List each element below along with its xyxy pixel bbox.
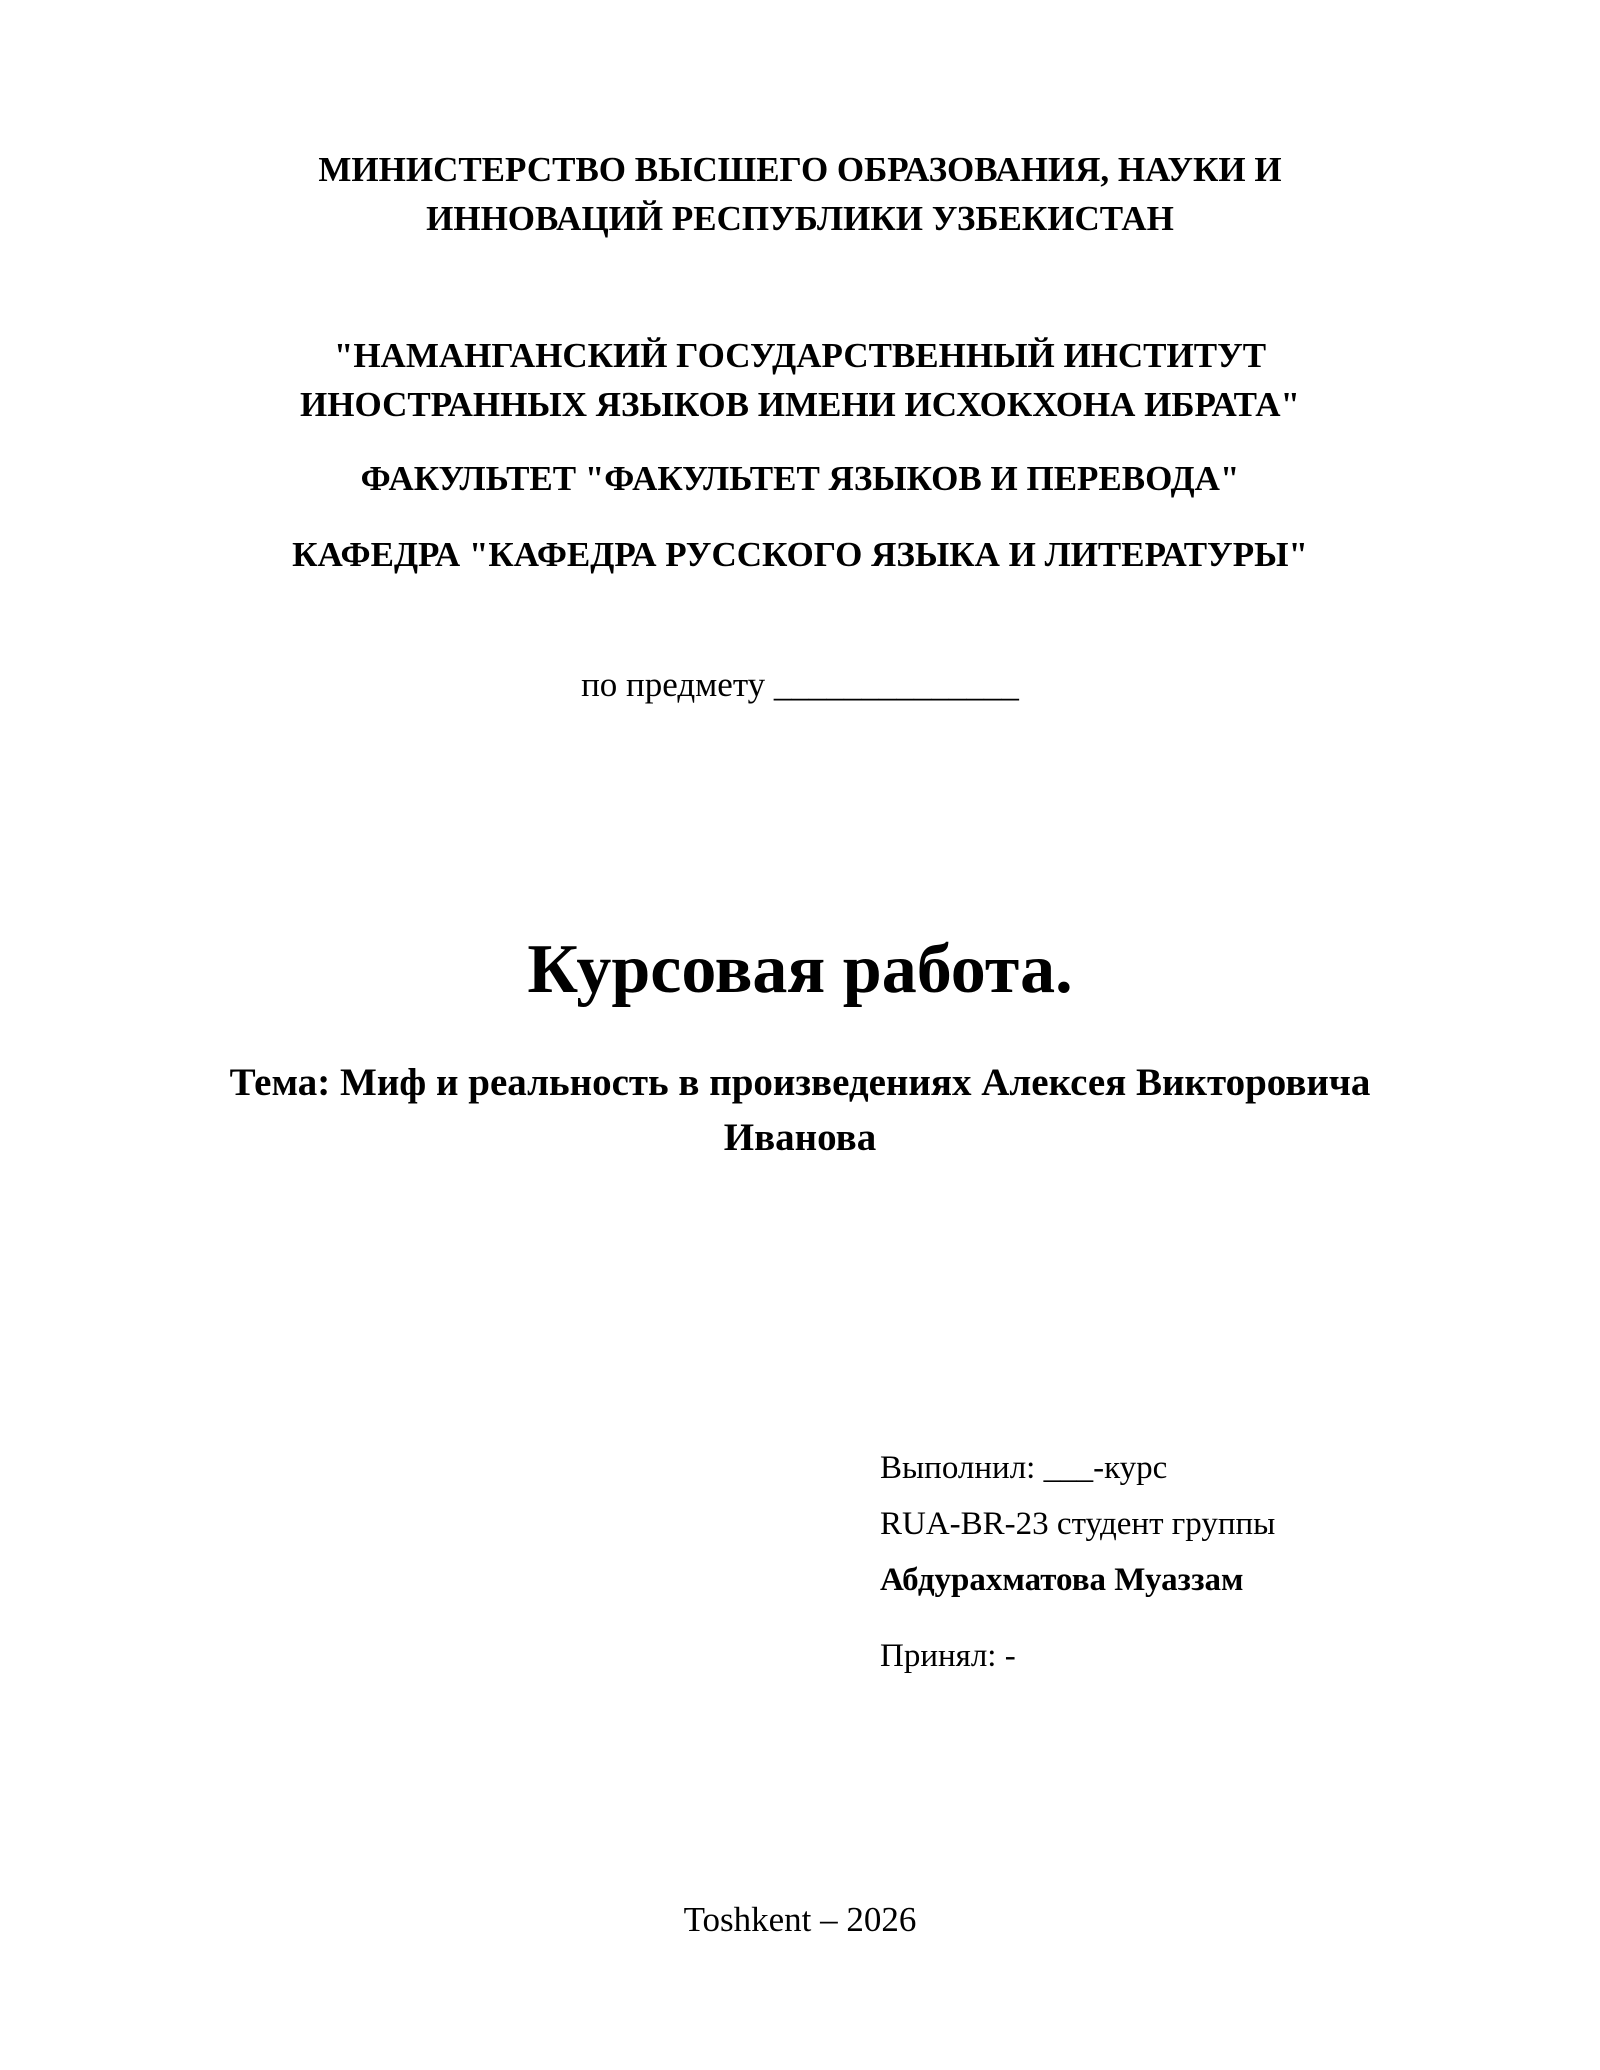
- accepted-by: Принял: -: [880, 1638, 1016, 1674]
- author-info: [880, 1440, 1560, 1684]
- faculty-heading: [0, 454, 1600, 503]
- ministry-line-1: МИНИСТЕРСТВО ВЫСШЕГО ОБРАЗОВАНИЯ, НАУКИ И: [318, 150, 1282, 189]
- ministry-line-2: ИННОВАЦИЙ РЕСПУБЛИКИ УЗБЕКИСТАН: [426, 199, 1174, 238]
- subject-line: [0, 660, 1600, 709]
- topic-line-2: Иванова: [723, 1116, 877, 1159]
- institute-heading: [0, 331, 1600, 429]
- city-year-text: Toshkent – 2026: [683, 1900, 917, 1939]
- student-name: Абдурахматова Муаззам: [880, 1562, 1244, 1598]
- institute-line-2: ИНОСТРАННЫХ ЯЗЫКОВ ИМЕНИ ИСХОКХОНА ИБРАТА": [300, 385, 1300, 424]
- department-heading: [0, 530, 1600, 579]
- ministry-heading: [0, 145, 1600, 243]
- topic-line-1: Тема: Миф и реальность в произведениях Алексея Викторовича: [229, 1061, 1371, 1104]
- topic-heading: [0, 1055, 1600, 1165]
- student-group: RUA-BR-23 студент группы: [880, 1506, 1276, 1542]
- department-line: КАФЕДРА "КАФЕДРА РУССКОГО ЯЗЫКА И ЛИТЕРАТУРЫ": [292, 535, 1308, 574]
- city-year: [0, 1895, 1600, 1944]
- subject-text: по предмету ______________: [581, 665, 1019, 704]
- document-title-text: Курсовая работа.: [527, 931, 1073, 1008]
- document-title: [0, 925, 1600, 1015]
- completed-by: Выполнил: ___-курс: [880, 1450, 1168, 1486]
- faculty-line: ФАКУЛЬТЕТ "ФАКУЛЬТЕТ ЯЗЫКОВ И ПЕРЕВОДА": [360, 459, 1240, 498]
- institute-line-1: "НАМАНГАНСКИЙ ГОСУДАРСТВЕННЫЙ ИНСТИТУТ: [333, 336, 1267, 375]
